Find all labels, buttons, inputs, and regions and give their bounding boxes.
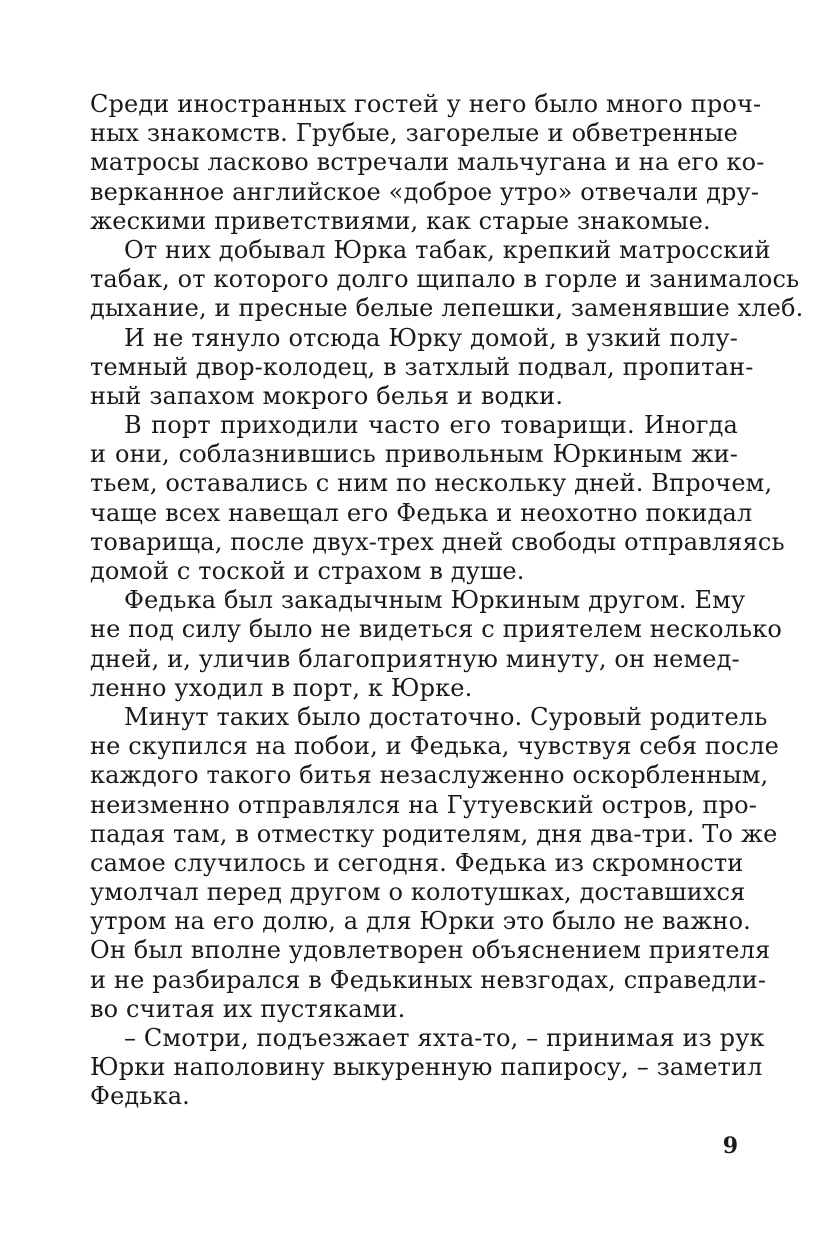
text-line: верканное английское «доброе утро» отвечали дру- (90, 177, 760, 206)
text-line: не скупился на побои, и Федька, чувствуя себя после (90, 732, 780, 761)
text-line: тьем, оставались с ним по нескольку дней. Впрочем, (90, 469, 773, 498)
text-line: ных знакомств. Грубые, загорелые и обветренные (90, 119, 738, 148)
text-line: дыхание, и пресные белые лепешки, заменявшие хлеб. (90, 294, 804, 323)
text-line: неизменно отправлялся на Гутуевский остров, про- (90, 790, 757, 819)
text-line: и не разбирался в Федькиных невзгодах, справедли- (90, 965, 767, 994)
paragraph-6 (90, 702, 780, 1024)
text-line: не под силу было не видеться с приятелем несколько (90, 615, 783, 644)
text-line: Он был вполне удовлетворен объяснением приятеля (90, 936, 771, 965)
text-line: падая там, в отместку родителям, дня два-три. То же (90, 819, 778, 848)
text-line: умолчал перед другом о колотушках, доставшихся (90, 878, 746, 907)
text-line: темный двор-колодец, в затхлый подвал, пропитан- (90, 352, 754, 381)
paragraph-7 (90, 1024, 765, 1112)
paragraph-5 (90, 586, 783, 703)
page-number: 9 (722, 1133, 738, 1159)
text-line: Минут таких было достаточно. Суровый родитель (124, 702, 768, 731)
paragraph-2 (90, 235, 804, 324)
paragraph-1 (90, 90, 765, 236)
page-body (90, 90, 804, 1112)
text-line: самое случилось и сегодня. Федька из скромности (90, 848, 744, 877)
text-line: – Смотри, подъезжает яхта-то, – принимая из рук (124, 1024, 765, 1052)
text-line: дней, и, уличив благоприятную минуту, он немед- (90, 644, 740, 673)
text-line: ный запахом мокрого белья и водки. (90, 381, 564, 410)
text-line: Среди иностранных гостей у него было много проч- (90, 90, 762, 118)
text-line: И не тянуло отсюда Юрку домой, в узкий полу- (124, 323, 738, 352)
text-line: чаще всех навещал его Федька и неохотно покидал (90, 498, 753, 527)
text-line: матросы ласково встречали мальчугана и на его ко- (90, 148, 765, 177)
paragraph-4 (90, 411, 785, 586)
text-line: домой с тоской и страхом в душе. (90, 557, 525, 585)
text-line: Юрки наполовину выкуренную папиросу, – заметил (90, 1053, 763, 1082)
paragraph-3 (90, 323, 754, 412)
text-line: каждого такого битья незаслуженно оскорбленным, (90, 761, 769, 790)
text-line: и они, соблазнившись привольным Юркиным жи- (90, 440, 738, 469)
text-line: Федька был закадычным Юркиным другом. Ему (124, 586, 746, 615)
text-line: утром на его долю, а для Юрки это было не важно. (90, 907, 751, 936)
text-line: В порт приходили часто его товарищи. Иногда (124, 411, 738, 440)
text-line: табак, от которого долго щипало в горле и занималось (90, 265, 800, 294)
text-line: Федька. (90, 1082, 190, 1111)
text-line: во считая их пустяками. (90, 994, 406, 1023)
text-line: жескими приветствиями, как старые знакомые. (90, 206, 711, 235)
text-line: товарища, после двух-трех дней свободы отправляясь (90, 527, 785, 556)
text-line: ленно уходил в порт, к Юрке. (90, 673, 473, 702)
text-line: От них добывал Юрка табак, крепкий матросский (124, 235, 771, 264)
